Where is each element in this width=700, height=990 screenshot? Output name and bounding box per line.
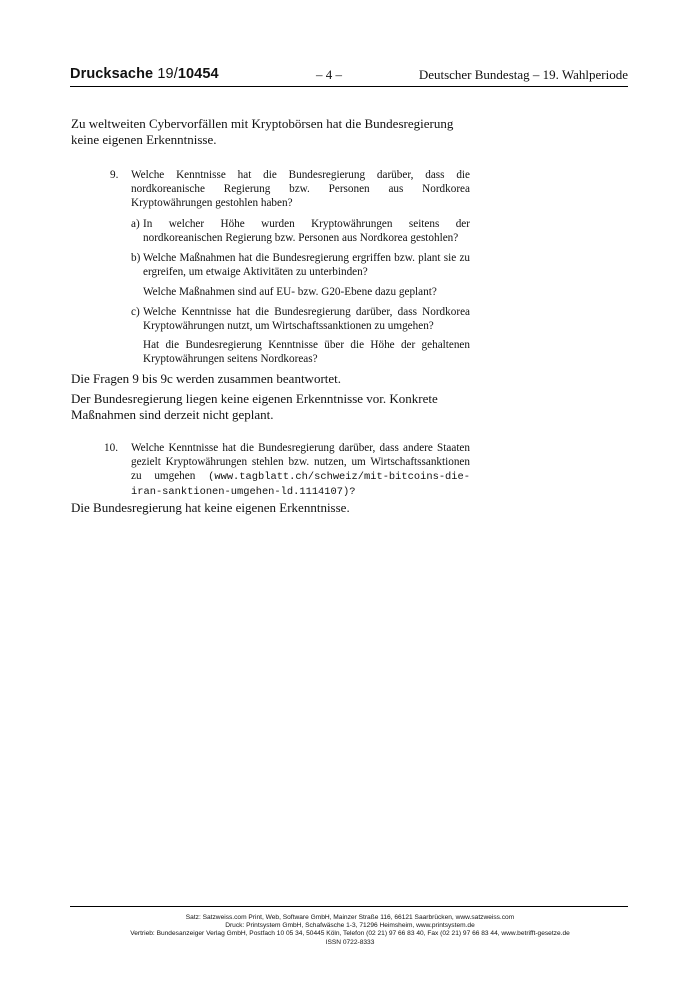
doc-label: Drucksache (70, 66, 154, 82)
question-10-text (131, 441, 470, 499)
footer-divider (70, 906, 628, 907)
footer-issn: ISSN 0722-8333 (325, 938, 375, 946)
doc-period: 19/ (157, 66, 178, 82)
question-9a-label: a) (131, 218, 140, 230)
question-10-body: Welche Kenntnisse hat die Bundesregierung darüber, dass andere Staaten gezielt Kryptowährungen stehlen bzw. nutzen, um Wirtschaftssanktionen zu umgehen (131, 442, 470, 482)
question-9a-text: In welcher Höhe wurden Kryptowährungen seitens der nordkoreanischen Regierung bzw. Personen aus Nordkorea gestohlen? (143, 218, 470, 244)
question-9-text: Welche Kenntnisse hat die Bundesregierung darüber, dass die nordkoreanische Regierung bzw. Personen aus Nordkorea Kryptowährungen gestohlen haben? (131, 169, 470, 209)
question-10-url: (www.tagblatt.ch/schweiz/mit-bitcoins-die-iran-sanktionen-umgehen-ld.1114107)? (131, 471, 470, 498)
question-9b-label: b) (131, 252, 141, 264)
question-9c-label: c) (131, 306, 140, 318)
footer-distribution: Vertrieb: Bundesanzeiger Verlag GmbH, Postfach 10 05 34, 50445 Köln, Telefon (02 21) 97 66 83 40, Fax (02 21) 97 66 83 44, www.betrifft-gesetze.de (130, 930, 570, 938)
doc-number: 10454 (177, 66, 219, 82)
footer-typesetting: Satz: Satzweiss.com Print, Web, Software GmbH, Mainzer Straße 116, 66121 Saarbrücken, www.satzweiss.com (185, 914, 515, 921)
question-10-number: 10. (104, 442, 118, 454)
question-9c-followup: Hat die Bundesregierung Kenntnisse über die Höhe der gehaltenen Kryptowährungen seitens Nordkoreas? (143, 339, 470, 365)
footer-printing: Druck: Printsystem GmbH, Schafwäsche 1-3, 71296 Heimsheim, www.printsystem.de (225, 922, 475, 930)
intro-answer: Zu weltweiten Cybervorfällen mit Kryptobörsen hat die Bundesregierung keine eigenen Erkenntnisse. (71, 116, 454, 147)
parliament-label: Deutscher Bundestag – 19. Wahlperiode (418, 67, 628, 82)
answer-10: Die Bundesregierung hat keine eigenen Erkenntnisse. (71, 500, 350, 515)
answer-9: Der Bundesregierung liegen keine eigenen Erkenntnisse vor. Konkrete Maßnahmen sind derzeit nicht geplant. (71, 391, 438, 422)
page-header (70, 66, 628, 87)
question-9c-text: Welche Kenntnisse hat die Bundesregierung darüber, dass Nordkorea Kryptowährungen nutzt, um Wirtschaftssanktionen zu umgehen? (143, 306, 470, 332)
question-9-number: 9. (110, 169, 119, 181)
answer-9-intro: Die Fragen 9 bis 9c werden zusammen beantwortet. (71, 371, 342, 386)
question-9b-followup: Welche Maßnahmen sind auf EU- bzw. G20-Ebene dazu geplant? (143, 286, 437, 298)
page-footer (0, 914, 700, 947)
question-9b-text: Welche Maßnahmen hat die Bundesregierung ergriffen bzw. plant sie zu ergreifen, um etwaige Aktivitäten zu unterbinden? (143, 252, 470, 278)
page-number: – 4 – (316, 67, 342, 82)
